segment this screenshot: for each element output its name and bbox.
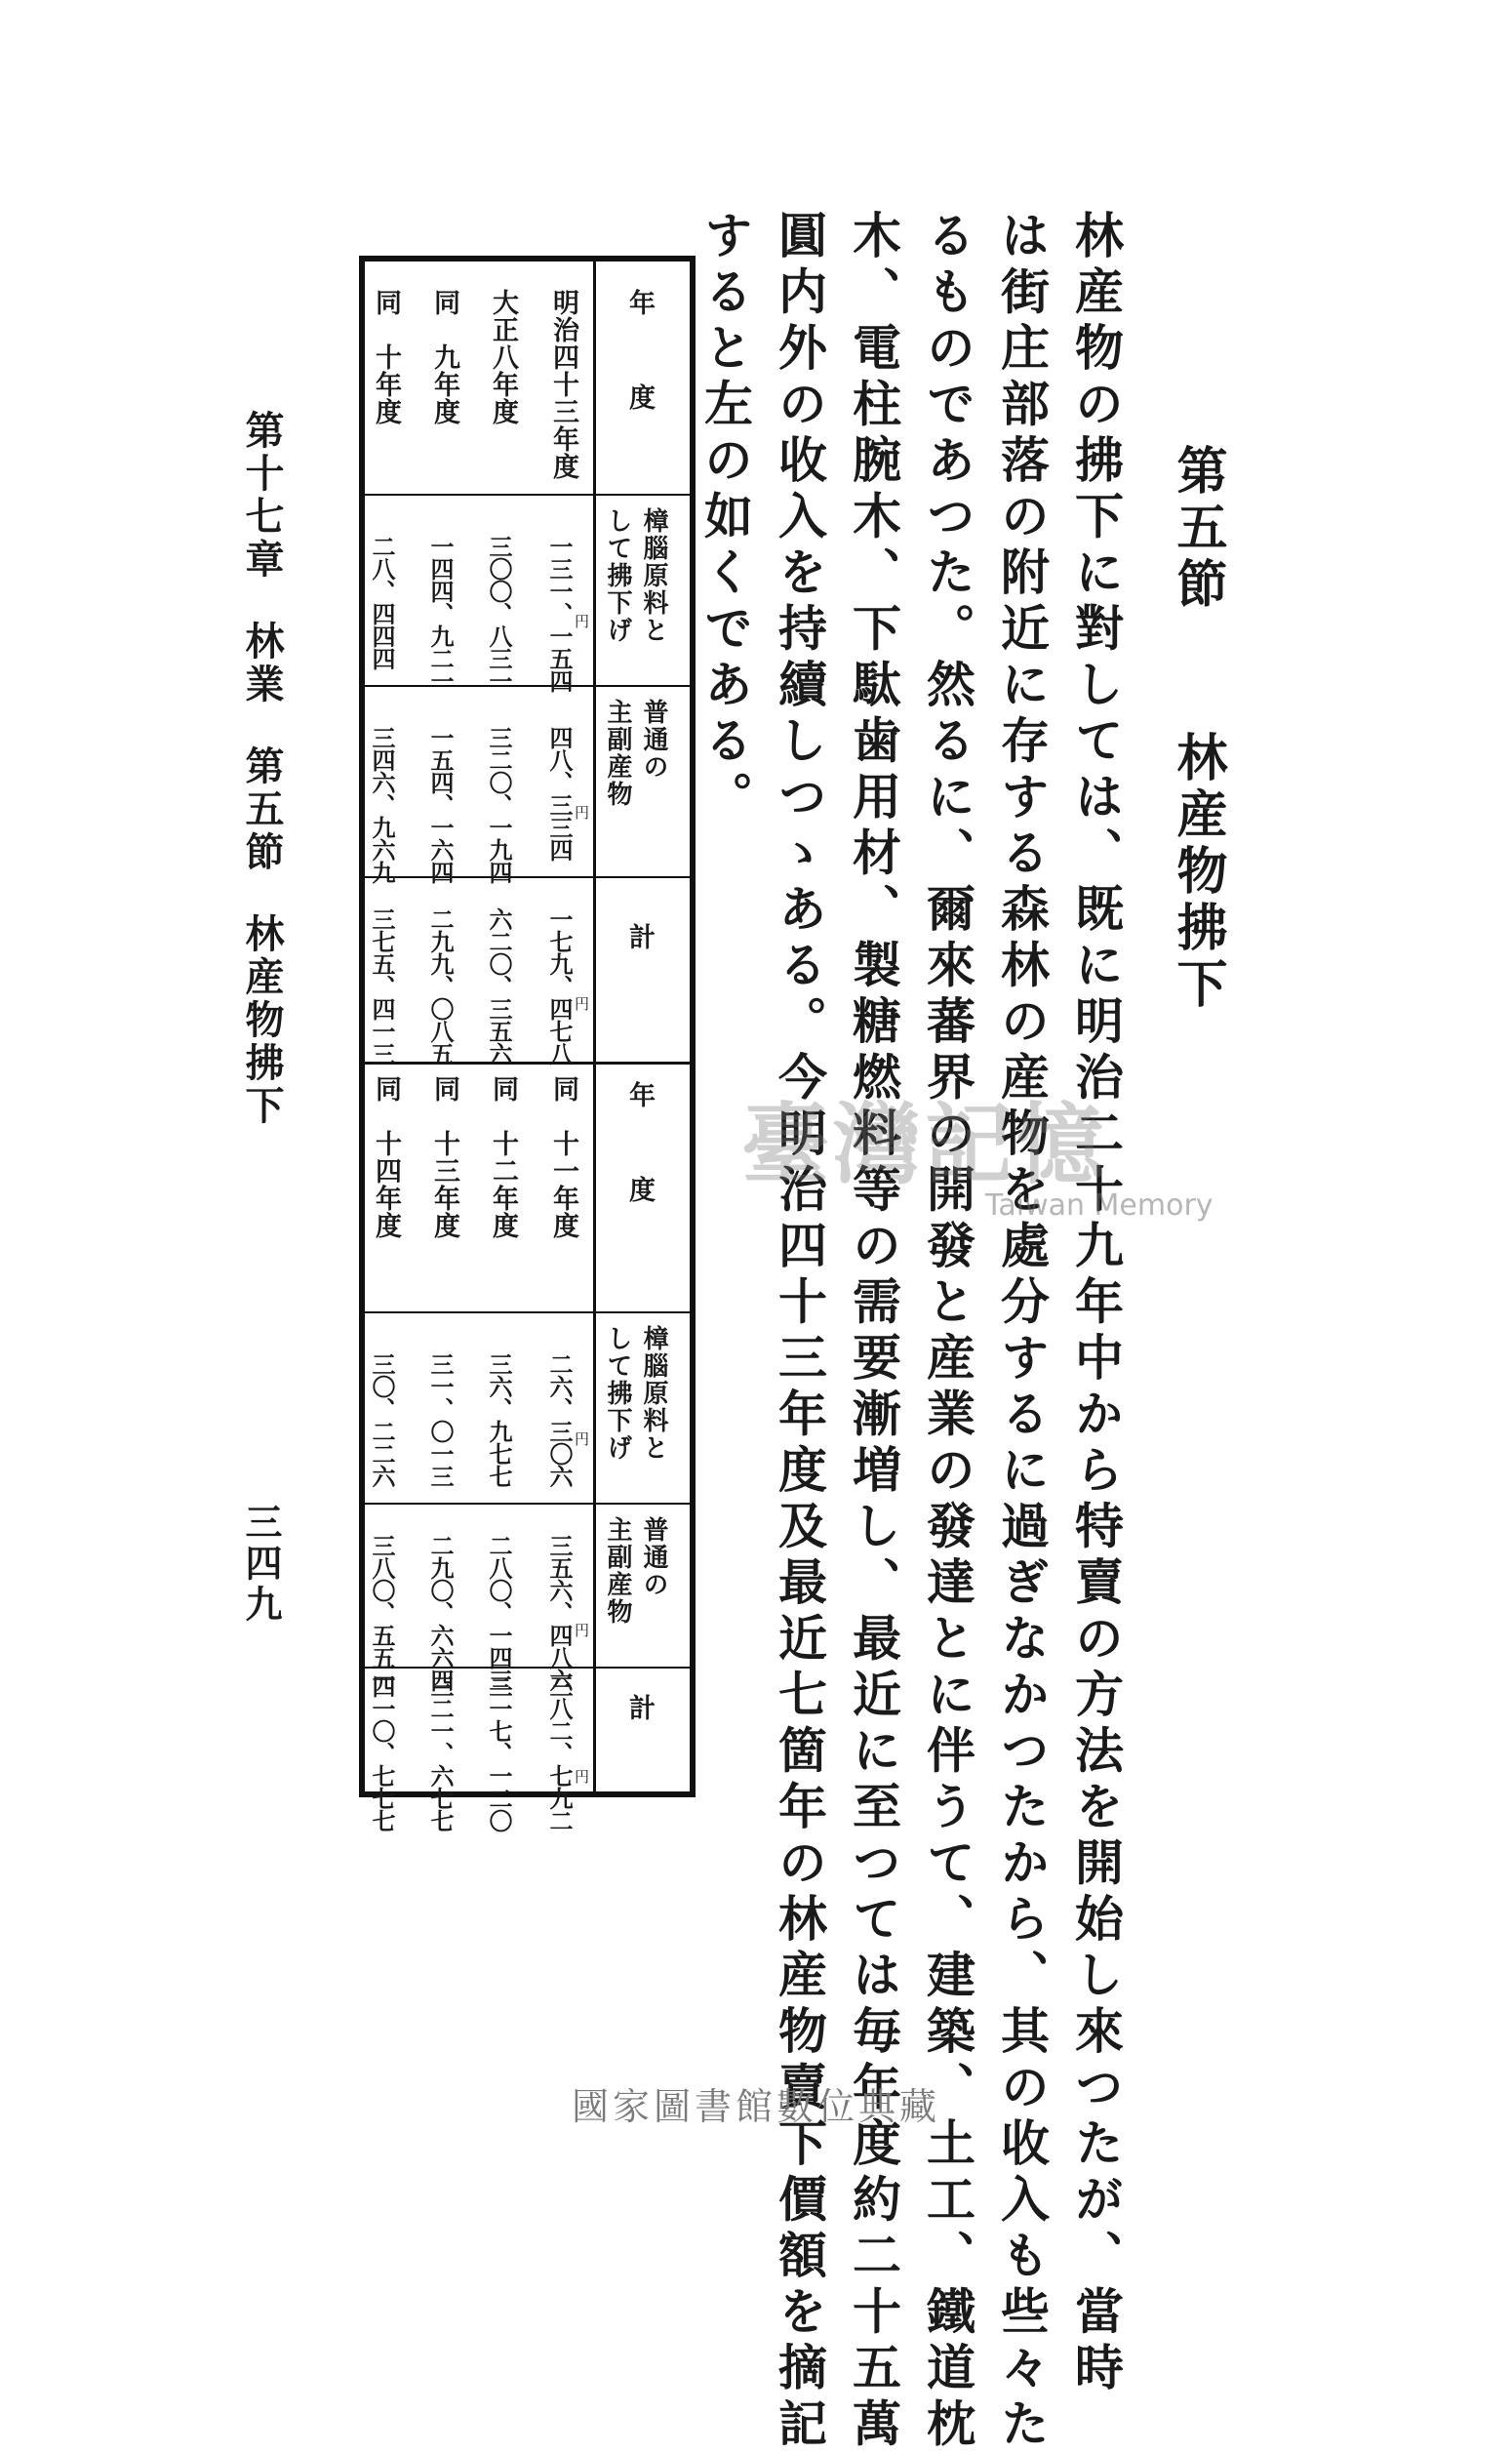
table-top-half xyxy=(365,261,690,1065)
watermark-english: Taiwan Memory xyxy=(985,1188,1214,1223)
camphor-section xyxy=(365,496,690,692)
header-total: 計 xyxy=(624,1694,655,1722)
camphor-value: 三〇、二二六 xyxy=(368,1352,396,1487)
ordinary-value: 三五六、四八六 xyxy=(545,1534,574,1691)
runner-subject: 林業 xyxy=(239,621,285,706)
total-value: 三二一、六七七 xyxy=(426,1674,455,1831)
runner-title: 林産物拂下 xyxy=(239,913,285,1128)
ordinary-value: 三二〇、一九四 xyxy=(485,726,513,883)
runner-chapter: 第十七章 xyxy=(239,410,285,582)
year-cell: 同 十年度 xyxy=(371,289,401,425)
header-total: 計 xyxy=(624,923,655,951)
body-line-4: 木、電柱腕木、下駄歯用材、製糖燃料等の需要漸増し、最近に至つては毎年度約二十五萬 xyxy=(845,210,902,2454)
total-section xyxy=(365,1669,690,1831)
library-footer: 國家圖書館數位典藏 xyxy=(571,2085,940,2128)
total-section xyxy=(365,878,690,1065)
section-title: 林産物拂下 xyxy=(1168,731,1227,1014)
camphor-value: 三一、〇一三 xyxy=(426,1352,455,1487)
section-heading xyxy=(1161,444,1234,1014)
ordinary-section xyxy=(365,1505,690,1691)
total-value: 四一〇、七七七 xyxy=(368,1674,396,1831)
header-camphor: 樟腦原料と して拂下げ xyxy=(603,1325,668,1462)
camphor-value: 二六、三〇六 xyxy=(545,1352,574,1487)
yen-unit: 円 xyxy=(574,613,588,630)
running-head xyxy=(234,410,290,1128)
ordinary-value: 二八〇、一四三 xyxy=(485,1534,513,1691)
year-cell: 同 十三年度 xyxy=(429,1075,459,1239)
body-line-5: 圓内外の收入を持續しつゝある。今明治四十三年度及最近七箇年の林産物賣下價額を摘記 xyxy=(771,210,828,2454)
body-line-1: 林産物の拂下に對しては、既に明治二十九年中から特賣の方法を開始し來つたが、當時 xyxy=(1067,210,1125,2398)
year-cell: 同 十二年度 xyxy=(488,1075,518,1239)
page-number: 三四九 xyxy=(239,1503,283,1626)
header-ordinary: 普通の 主副産物 xyxy=(603,699,668,808)
camphor-value: 三六、九七七 xyxy=(485,1352,513,1487)
ordinary-value: 一五四、一六四 xyxy=(426,726,455,883)
yen-unit: 円 xyxy=(574,995,588,1013)
header-year: 年度 xyxy=(624,1081,655,1270)
total-value: 二九九、〇八五 xyxy=(426,907,455,1065)
section-number: 第五節 xyxy=(1168,444,1227,614)
year-cell: 大正八年度 xyxy=(488,289,518,425)
total-value: 六二〇、三五六 xyxy=(485,907,513,1065)
year-cell: 同 九年度 xyxy=(429,289,459,425)
year-cell: 同 十四年度 xyxy=(371,1075,401,1239)
runner-section: 第五節 xyxy=(239,745,285,874)
watermark-logo: 臺灣記憶 xyxy=(741,1093,1108,1196)
ordinary-value: 四八、三三四 xyxy=(545,726,574,861)
ordinary-value: 二九〇、六六四 xyxy=(426,1534,455,1691)
year-section xyxy=(365,261,690,496)
camphor-section xyxy=(365,1313,690,1505)
camphor-value: 一四四、九二一 xyxy=(426,535,455,692)
header-year: 年度 xyxy=(624,289,655,478)
ordinary-value: 三八〇、五五一 xyxy=(368,1534,396,1691)
camphor-value: 二八、四四四 xyxy=(368,535,396,669)
ordinary-section xyxy=(365,687,690,883)
yen-unit: 円 xyxy=(574,804,588,822)
year-section xyxy=(365,1062,690,1313)
total-value: 三一七、一二〇 xyxy=(485,1674,513,1831)
yen-unit: 円 xyxy=(574,1430,588,1448)
yen-unit: 円 xyxy=(574,1622,588,1639)
year-cell: 同 十一年度 xyxy=(548,1075,578,1239)
table-bottom-half xyxy=(365,1062,690,1831)
body-line-6: すると左の如くである。 xyxy=(696,210,754,827)
body-line-3: るものであつた。然るに、爾來蕃界の開發と産業の發達とに伴うて、建築、土工、鐵道枕 xyxy=(919,210,976,2454)
year-cell: 明治四十三年度 xyxy=(548,289,578,480)
revenue-table xyxy=(359,256,696,1831)
camphor-value: 一三一、一五四 xyxy=(545,535,574,692)
total-value: 三八二、七九二 xyxy=(545,1674,574,1831)
ordinary-value: 三四六、九六九 xyxy=(368,726,396,883)
total-value: 一七九、四七八 xyxy=(545,907,574,1065)
total-value: 三七五、四一三 xyxy=(368,907,396,1065)
header-camphor: 樟腦原料と して拂下げ xyxy=(603,507,668,644)
camphor-value: 三〇〇、八三一 xyxy=(485,535,513,692)
yen-unit: 円 xyxy=(574,1768,588,1786)
header-ordinary: 普通の 主副産物 xyxy=(603,1516,668,1626)
body-line-2: は街庄部落の附近に存する森林の産物を處分するに過ぎなかつたから、其の收入も些々た xyxy=(993,210,1051,2454)
